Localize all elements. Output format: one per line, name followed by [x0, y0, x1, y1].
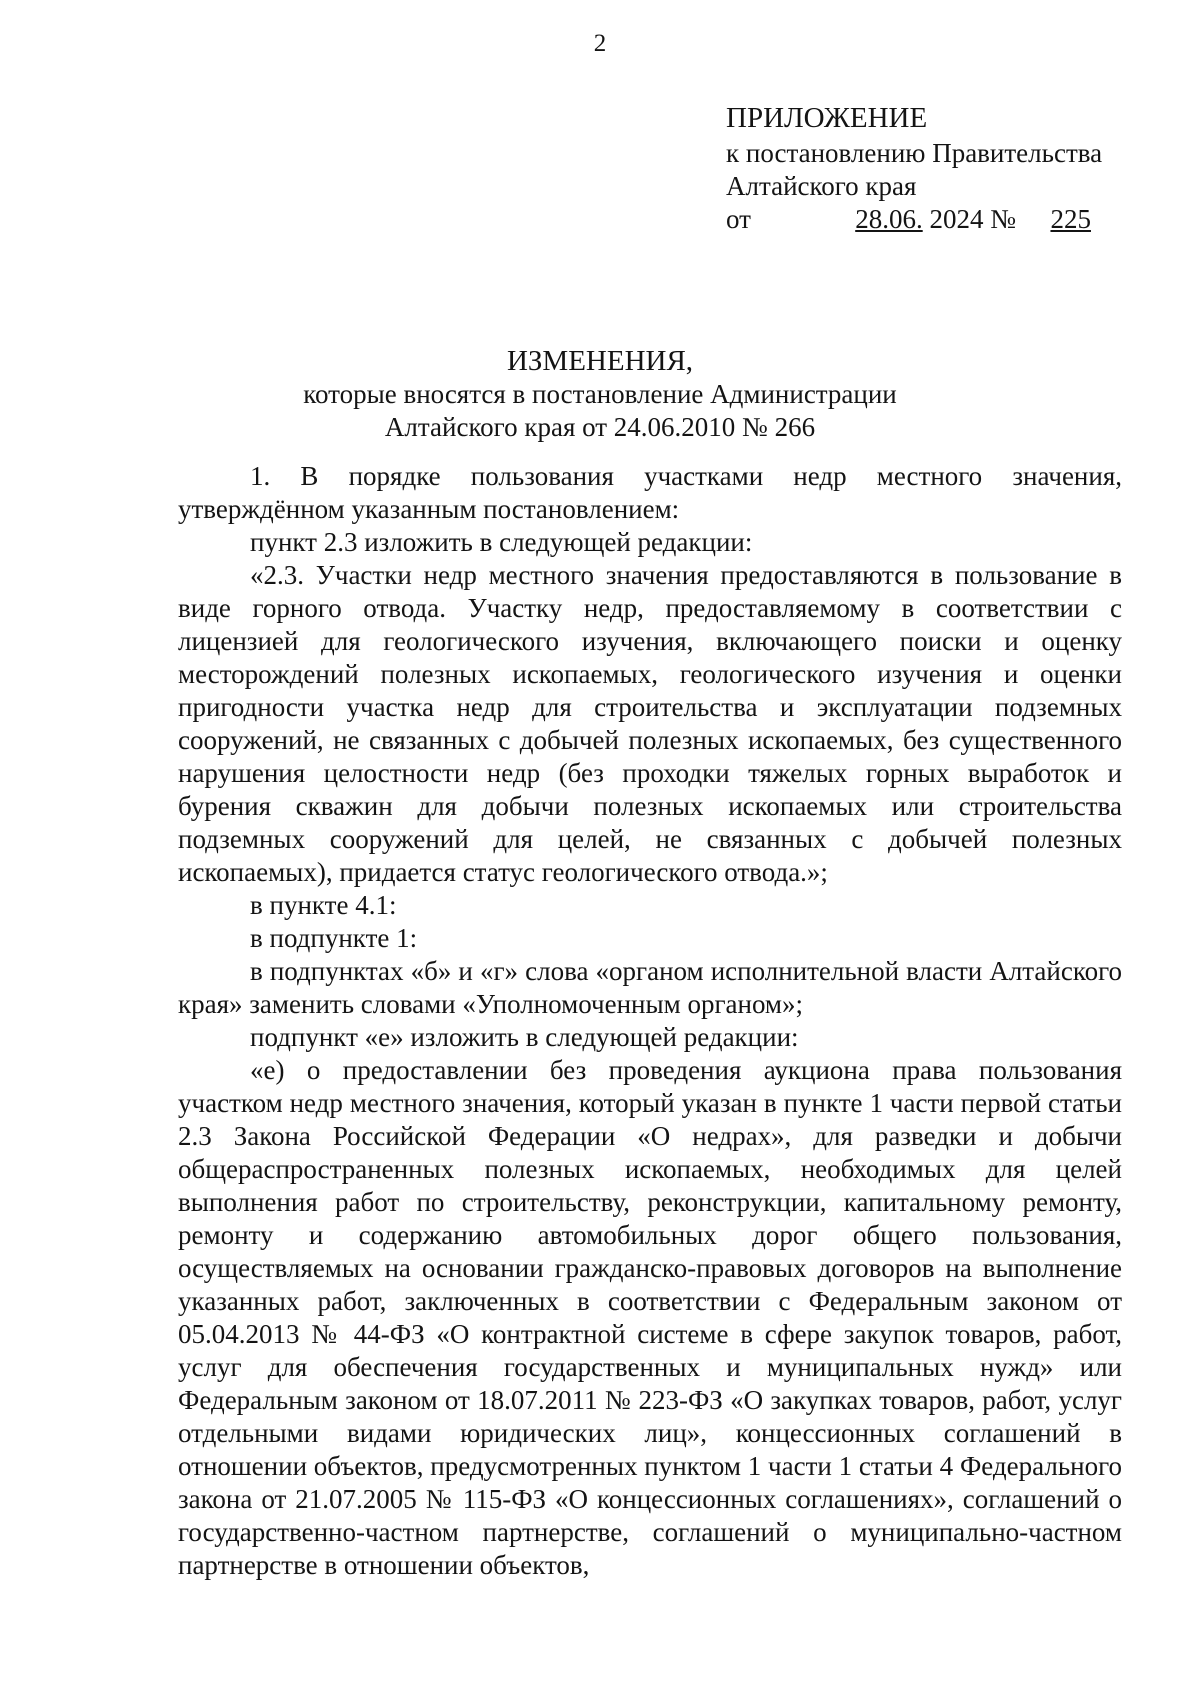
document-body [178, 460, 1122, 1582]
paragraph-5: в подпункте 1: [250, 923, 418, 953]
page-number: 2 [593, 30, 607, 57]
paragraph-3: «2.3. Участки недр местного значения предоставляются в пользование в виде горного отвода. Участку недр, предоставляемому в соответствии с лицензией для геологического изучения, включающего поиски и оценку месторождений полезных ископаемых, геологического изучения и оценки пригодности участка недр для строительства и эксплуатации подземных сооружений, не связанных с добычей полезных ископаемых, без существенного нарушения целостности недр (без проходки тяжелых горных выработок и бурения скважин для добычи полезных ископаемых или строительства подземных сооружений для целей, не связанных с добычей полезных ископаемых), придается статус геологического отвода.»; [178, 560, 1122, 887]
appendix-line-1: к постановлению Правительства [726, 138, 1103, 168]
document-subtitle-line-1: которые вносятся в постановление Администрации [303, 379, 897, 409]
paragraph-2: пункт 2.3 изложить в следующей редакции: [250, 527, 753, 557]
paragraph-6: в подпунктах «б» и «г» слова «органом исполнительной власти Алтайского края» заменить словами «Уполномоченным органом»; [178, 956, 1122, 1019]
document-title: ИЗМЕНЕНИЯ, [506, 345, 694, 377]
appendix-line-2: Алтайского края [726, 171, 917, 201]
document-subtitle-line-2: Алтайского края от 24.06.2010 № 266 [384, 412, 816, 442]
paragraph-8: «е) о предоставлении без проведения аукциона права пользования участком недр местного значения, который указан в пункте 1 части первой статьи 2.3 Закона Российской Федерации «О недрах», для разведки и добычи общераспространенных полезных ископаемых, необходимых для целей выполнения работ по строительству, реконструкции, капитальному ремонту, ремонту и содержанию автомобильных дорог общего пользования, осуществляемых на основании гражданско-правовых договоров на выполнение указанных работ, заключенных в соответствии с Федеральным законом от 05.04.2013 № 44-ФЗ «О контрактной системе в сфере закупок товаров, работ, услуг для обеспечения государственных и муниципальных нужд» или Федеральным законом от 18.07.2011 № 223-ФЗ «О закупках товаров, работ, услуг отдельными видами юридических лиц», концессионных соглашений в отношении объектов, предусмотренных пунктом 1 части 1 статьи 4 Федерального закона от 21.07.2005 № 115-ФЗ «О концессионных соглашениях», соглашений о государственно-частном партнерстве, соглашений о муниципально-частном партнерстве в отношении объектов, [178, 1055, 1122, 1580]
appendix-heading: ПРИЛОЖЕНИЕ [726, 102, 928, 134]
date-prefix: от [726, 204, 751, 234]
document-number: 225 [1050, 204, 1091, 234]
appendix-block [726, 102, 1156, 236]
paragraph-7: подпункт «е» изложить в следующей редакции: [250, 1022, 799, 1052]
paragraph-1: 1. В порядке пользования участками недр местного значения, утверждённом указанным постановлением: [178, 461, 1122, 524]
year-label: 2024 № [929, 204, 1016, 234]
paragraph-4: в пункте 4.1: [250, 890, 397, 920]
date-value: 28.06. [855, 204, 923, 234]
appendix-date-line [726, 203, 1156, 236]
document-title-block [0, 345, 1200, 444]
